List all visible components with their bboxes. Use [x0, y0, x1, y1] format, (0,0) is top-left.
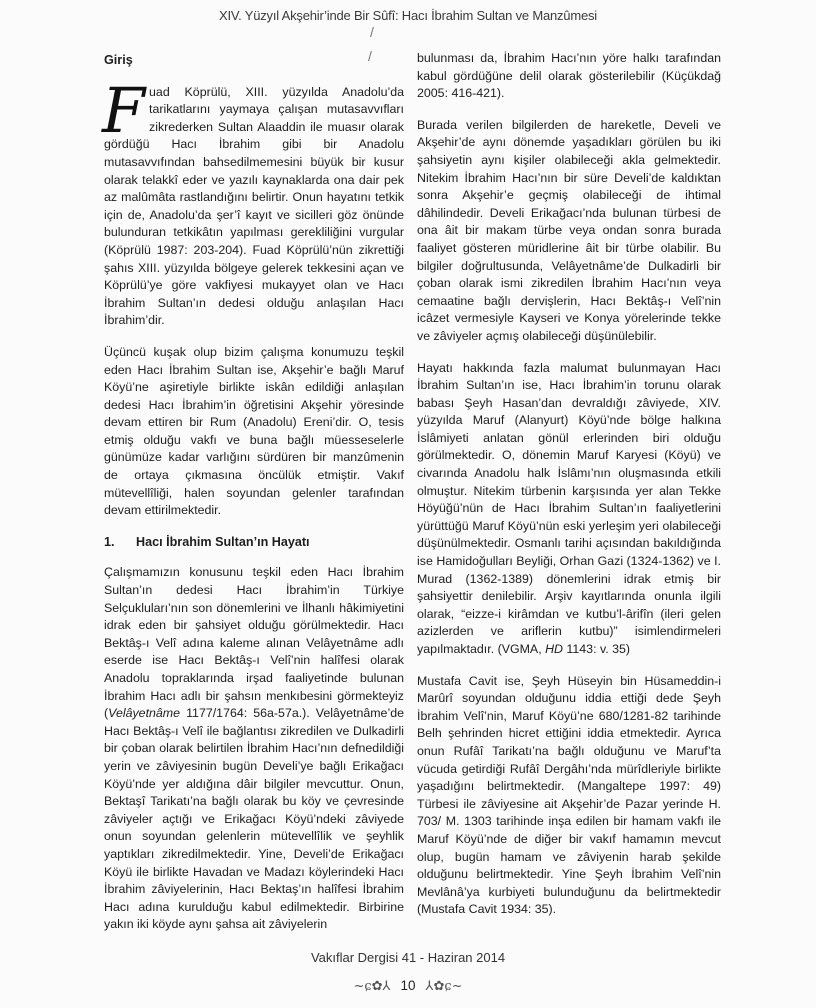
footer-journal: Vakıflar Dergisi 41 - Haziran 2014 [310, 950, 506, 965]
paragraph-text: Hayatı hakkında fazla malumat bulunmayan Hacı İbrahim Sultan’ın ise, Hacı İbrahim’in torunu olarak babası Şeyh Hasan’dan devraldığı zâviyede, XIV. yüzyılda Maruf (Alanyurt) Köyü’nde bölge halkına İslâmiyeti anlatan gönül erlerinden biri olduğu görülmektedir. O, dönemin Maruf Karyesi (Köyü) ve civarında Anadolu halk İslâmı’nın oluşmasında etkili olmuştur. Nitekim türbenin karşısında yer alan Tekke Höyüğü’nün de Hacı İbrahim Sultan’ın faaliyetlerini yürüttüğü Maruf Köyü’nün eski yerleşim yeri olabileceği düşünülmektedir. Osmanlı tarihi açısından bakıldığında ise Hamidoğulları Beyliği, Orhan Gazi (1324-1362) ve I. Murad (1362-1389) dönemlerini idrak etmiş bir şahsiyettir denilebilir. Arşiv kayıtlarında onunla ilgili olarak, “eizze-i kirâmdan ve kutbu’l-ârifîn (ileri gelen azizlerden ve ariflerin kutbu)” isimlendirmeleri yapılmaktadır. (VGMA, [417, 360, 721, 656]
paragraph-text: 1143: v. 35) [562, 642, 631, 656]
citation-italic: HD [545, 642, 563, 656]
ornament-left-icon: ~ɕ✿⅄ [353, 979, 391, 994]
paragraph-text: Çalışmamızın konusunu teşkil eden Hacı İbrahim Sultan’ın dedesi Hacı İbrahim’in Türkiye Selçukluları’nın son dönemlerini ve İlhanlı hâkimiyetini idrak eden bir şahsiyet olduğu görülmektedir. Hacı Bektâş-ı Velî adına kaleme alınan Velâyetnâme adlı eserde ise Hacı Bektâş-ı Velî’nin halîfesi olarak Anadolu topraklarında irşad faaliyetinde bulunan İbrahim Hacı adlı bir şahsın menkıbesini görmekteyiz ( [104, 565, 404, 721]
section-heading [104, 534, 404, 552]
running-header: XIV. Yüzyıl Akşehir’inde Bir Sûfî: Hacı İbrahim Sultan ve Manzûmesi [219, 8, 597, 23]
left-column [104, 50, 404, 948]
paragraph: bulunması da, İbrahim Hacı’nın yöre halkı tarafından kabul gördüğüne delil olarak gösterilebilir (Küçükdağ 2005: 416-421). [417, 51, 721, 101]
section-title: Giriş [104, 53, 133, 67]
ornament-right-icon: ⅄✿ɕ~ [425, 979, 463, 994]
section-heading-text: Hacı İbrahim Sultan’ın Hayatı [136, 534, 310, 549]
pen-mark: / [368, 48, 372, 64]
drop-cap: F [102, 73, 146, 147]
pen-mark: / [370, 24, 374, 40]
citation-italic: Velâyetnâme [108, 706, 181, 721]
section-number: 1. [104, 534, 115, 549]
intro-paragraph [102, 73, 404, 330]
paragraph [417, 360, 721, 659]
page-number: 10 [400, 978, 416, 993]
paragraph: Üçüncü kuşak olup bizim çalışma konumuzu teşkil eden Hacı İbrahim Sultan ise, Akşehir’e bağlı Maruf Köyü’ne aşiretiyle birlikte iskân edildiği anlaşılan dedesi Hacı İbrahim’in öğretisini Akşehir yöresinde devam ettiren bir Rum (Anadolu) Ereni’dir. O, tesis etmiş olduğu vakfı ve buna bağlı müesseselerle günümüze kadar varlığını sürdüren bir manzûmenin de ortaya çıkmasına öncülük etmiştir. Vakıf mütevellîliği, halen soyundan gelenler tarafından devam ettirilmektedir. [104, 344, 404, 518]
paragraph [104, 564, 404, 933]
paragraph: Burada verilen bilgilerden de hareketle, Develi ve Akşehir’de aynı dönemde yaşadıkları görülen bu iki şahsiyetin aynı kişiler olabileceği akla gelmektedir. Nitekim İbrahim Hacı’nın bir süre Develi’de kaldıktan sonra Akşehir’e geçmiş olabileceği de ihtimal dâhilindedir. Develi Erikağacı’nda bulunan türbesi de ona âit bir makam türbe veya ondan sonra burada faaliyet gösteren müridlerine âit bir türbe olabilir. Bu bilgiler doğrultusunda, Velâyetnâme’de Dulkadirli bir çoban olarak ismi zikredilen İbrahim Hacı’nın veya cemaatine bağlı dervişlerin, Hacı Bektâş-ı Velî’nin icâzet vermesiyle Kayseri ve Konya yörelerinde tekke ve zâviyeler açmış olabileceği düşünülebilir. [417, 117, 721, 343]
footer-page [0, 978, 816, 994]
paragraph: Mustafa Cavit ise, Şeyh Hüseyin bin Hüsameddin-i Marûrî soyundan olduğunu iddia ettiği dede Şeyh İbrahim Velî’nin, Maruf Köyü’ne 680/1281-82 tarihinde Belh şehrinden hicret ettiğini iddia etmektedir. Ayrıca onun Rufâî Tarikatı’na bağlı olduğunu ve Maruf’ta vücuda getirdiği Rufâî Dergâhı’nda mürîdleriyle birlikte yaşadığını belirtmektedir. (Mangaltepe 1997: 49) Türbesi ile zâviyesine ait Akşehir’de Pazar yerinde H. 703/ M. 1303 tarihinde inşa edilen bir hamam vakfı ile Maruf Köyü’nde de diğer bir vakıf hamamın mevcut olup, bugün hamam ve zâviyenin harab şekilde olduğunu belirtmektedir. Yine Şeyh İbrahim Velî’nin Mevlânâ’ya kurbiyeti bulunduğunu da belirtmektedir (Mustafa Cavit 1934: 35). [417, 673, 721, 917]
right-column [417, 50, 721, 933]
paragraph-text: uad Köprülü, XIII. yüzyılda Anadolu’da tarikatlarını yaymaya çalışan mutasavvıfları zikrederken Sultan Alaaddin ile muasır olarak gördüğü Hacı İbrahim gibi bir Anadolu mutasavvıfından bahsedilmemesini büyük bir kusur olarak telakkî eder ve yazılı kaynaklarda ona dair pek az malûmâta rastlandığını belirtir. Onun hayatını tetkik için de, Anadolu’da şer’î kayıt ve sicilleri göz önünde bulunduran tetkikâtın yapılması gerekliliğini vurgular (Köprülü 1987: 203-204). Fuad Köprülü’nün zikrettiği şahıs XIII. yüzyılda bölgeye gelerek tekkesini açan ve Köprülü’ye göre vakfiyesi mukayyet olan ve Hacı İbrahim Sultan’ın dedesi olduğu anlaşılan Hacı İbrahim’dir. [104, 84, 404, 328]
paragraph-text: 1177/1764: 56a-57a.). Velâyetnâme’de Hacı Bektâş-ı Velî ile bağlantısı zikredilen ve Dulkadirli bir çoban olarak belirtilen İbrahim Hacı’nın defnedildiği yerin ve zâviyesinin bugün Develi’ye bağlı Erikağacı Köyü’nde yer aldığına dâir bilgiler mevcuttur. Onun, Bektaşî Tarikatı’na bağlı olarak bu köy ve çevresinde zâviyeler açtığı ve Erikağacı Köyü’ndeki zâviyede onun soyundan gelenlerin mütevellîlik ve şeyhlik yaptıkları zikredilmektedir. Yine, Develi’de Erikağacı Köyü ile birlikte Havadan ve Madazı köylerindeki Hacı İbrahim zâviyelerinin, Hacı Bektaş’ın halîfesi İbrahim Hacı adına kurulduğu kabul edilmektedir. Birbirine yakın iki köyde aynı şahsa ait zâviyelerin [104, 706, 404, 932]
